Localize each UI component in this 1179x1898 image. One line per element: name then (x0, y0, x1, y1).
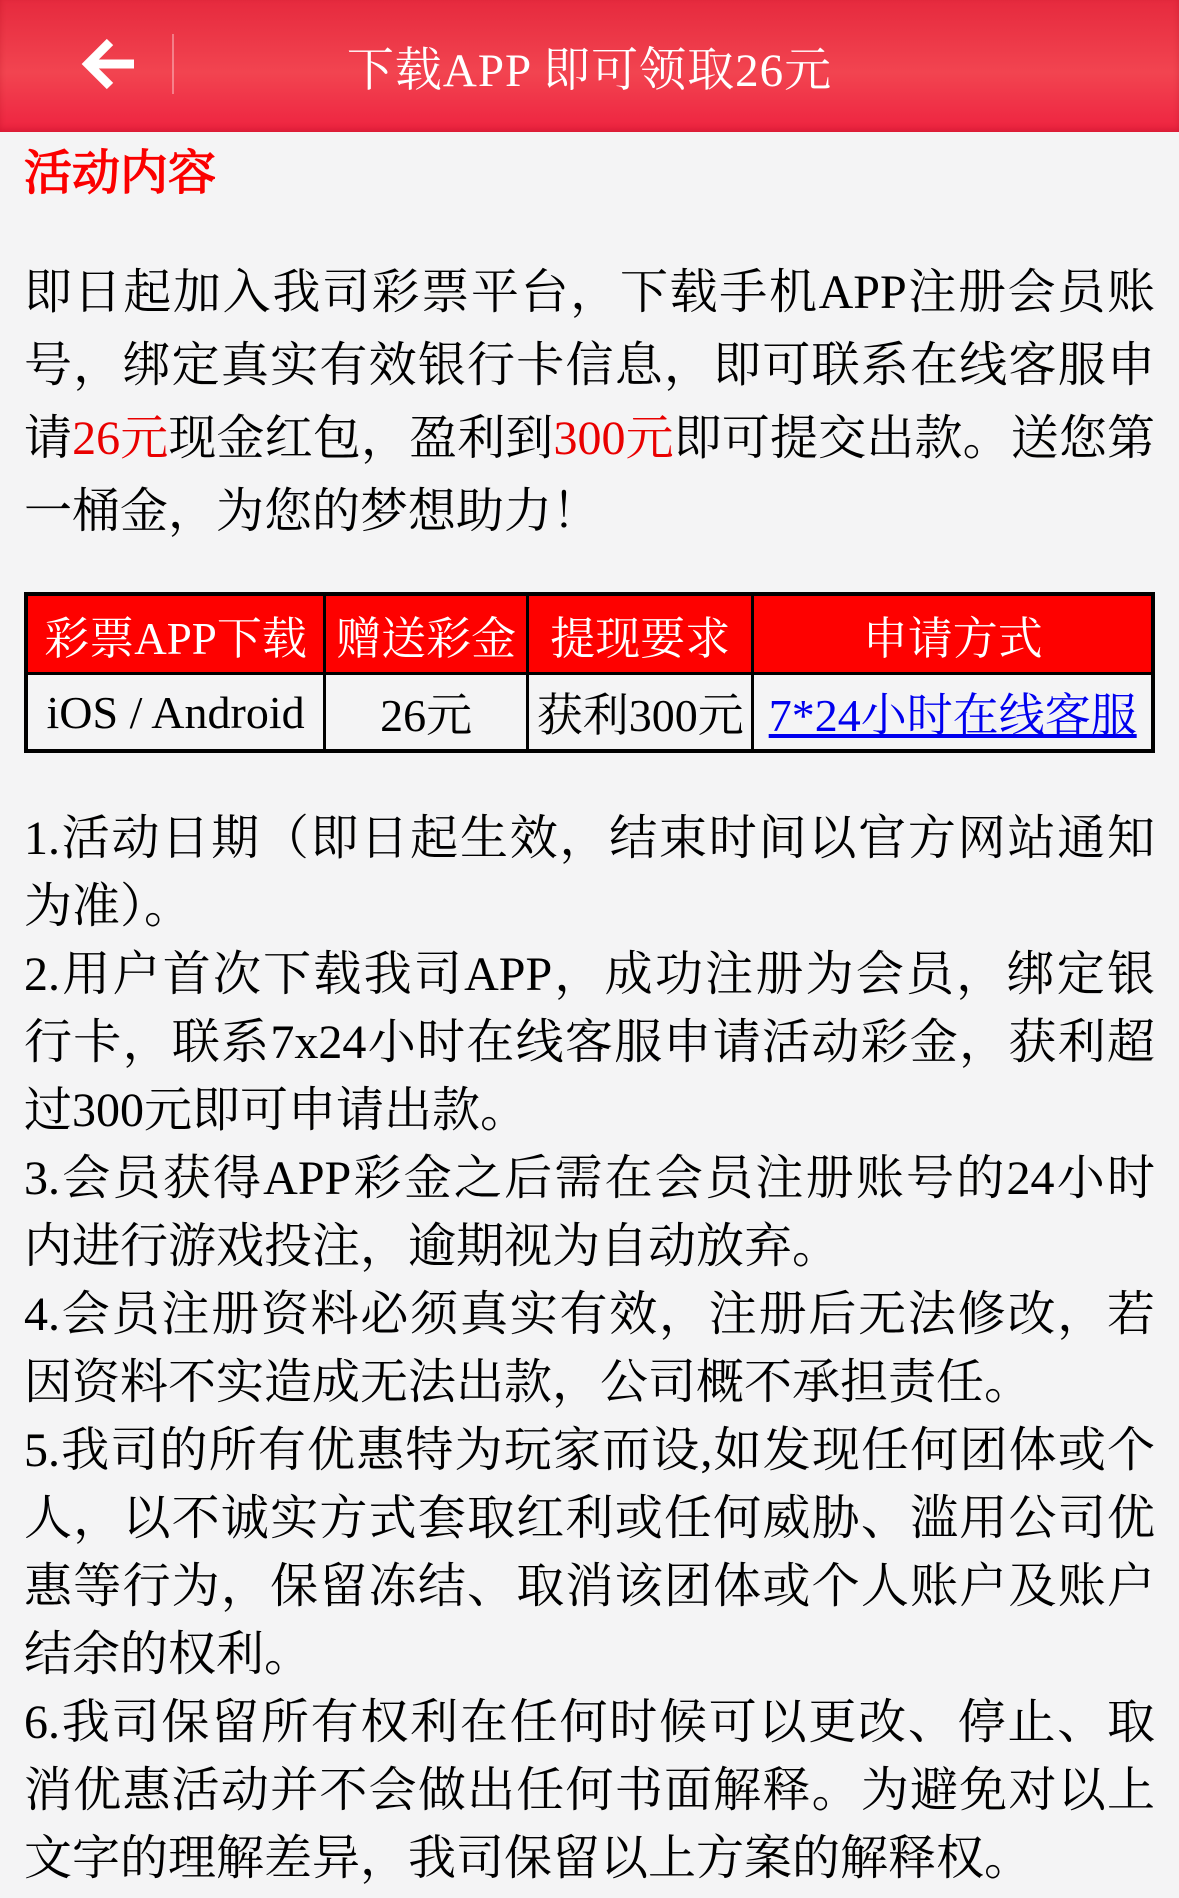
cell-platform: iOS / Android (26, 674, 325, 752)
promo-table-header-row (26, 594, 1153, 674)
intro-paragraph (24, 256, 1155, 548)
rule-item-6: 6.我司保留所有权利在任何时候可以更改、停止、取消优惠活动并不会做出任何书面解释。为避免对以上文字的理解差异，我司保留以上方案的解释权。 (24, 1696, 1155, 1885)
rule-item-5: 5.我司的所有优惠特为玩家而设,如发现任何团体或个人，以不诚实方式套取红利或任何威胁、滥用公司优惠等行为，保留冻结、取消该团体或个人账户及账户结余的权利。 (24, 1424, 1155, 1681)
rule-item-1: 1.活动日期（即日起生效，结束时间以官方网站通知为准）。 (24, 812, 1155, 933)
cell-apply (753, 674, 1153, 752)
cell-bonus: 26元 (325, 674, 528, 752)
withdraw-amount-highlight: 300元 (553, 412, 674, 465)
intro-text-2: 现金红包，盈利到 (168, 412, 554, 465)
bonus-amount-highlight: 26元 (72, 412, 169, 465)
intro-text-1: 即日起加入我司彩票平台，下载手机APP注册会员账号，绑定真实有效银行卡信息，即可联系在线客服申请 (24, 266, 1155, 465)
header-apply-method: 申请方式 (753, 594, 1153, 674)
page-title: 下载APP 即可领取26元 (346, 44, 833, 97)
main-content (0, 144, 1179, 1893)
appbar (0, 0, 1179, 132)
header-withdraw-requirement: 提现要求 (528, 594, 753, 674)
customer-service-link[interactable]: 7*24小时在线客服 (768, 690, 1137, 741)
promo-table (24, 592, 1155, 753)
rule-item-3: 3.会员获得APP彩金之后需在会员注册账号的24小时内进行游戏投注，逾期视为自动放弃。 (24, 1152, 1155, 1273)
section-title: 活动内容 (24, 147, 217, 200)
cell-requirement: 获利300元 (528, 674, 753, 752)
rule-item-4: 4.会员注册资料必须真实有效，注册后无法修改，若因资料不实造成无法出款，公司概不承担责任。 (24, 1288, 1155, 1409)
promo-table-data-row (26, 674, 1153, 752)
header-bonus: 赠送彩金 (325, 594, 528, 674)
rule-item-2: 2.用户首次下载我司APP，成功注册为会员，绑定银行卡，联系7x24小时在线客服申请活动彩金，获利超过300元即可申请出款。 (24, 948, 1155, 1137)
intro-text-3: 即可提交出款。送您第一桶金，为您的梦想助力！ (24, 412, 1155, 538)
rules-list (24, 805, 1155, 1893)
header-app-download: 彩票APP下载 (26, 594, 325, 674)
